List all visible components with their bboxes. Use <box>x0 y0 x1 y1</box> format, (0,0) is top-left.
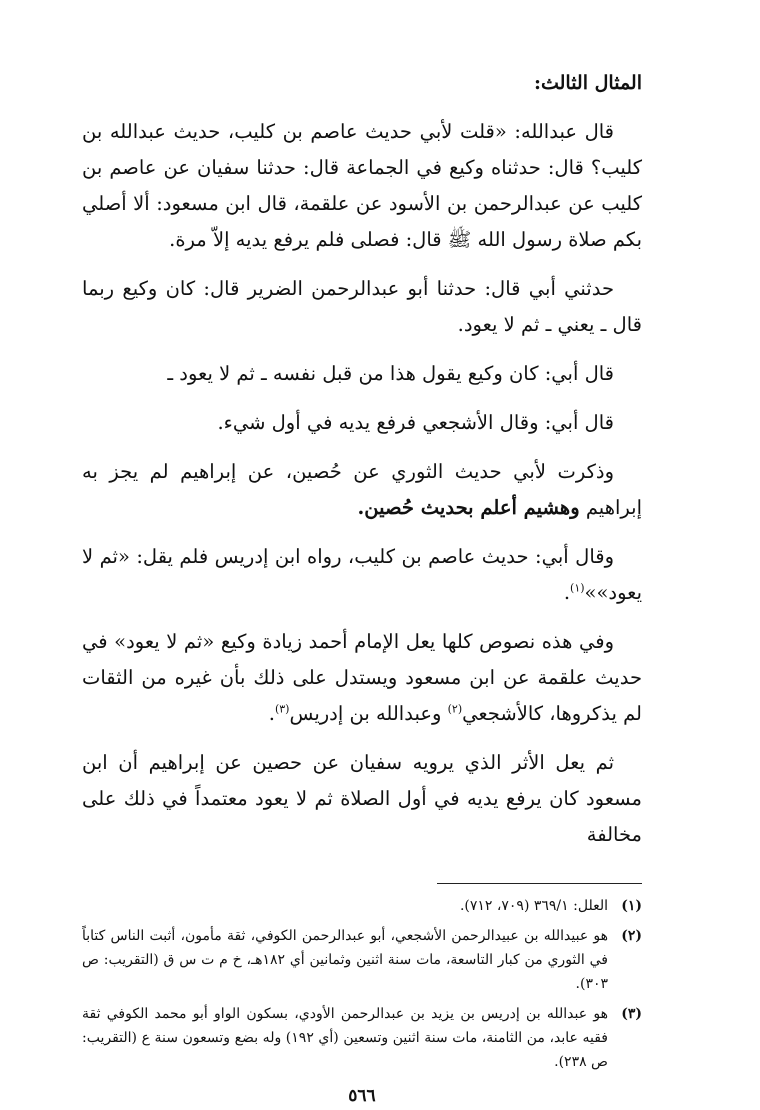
footnote-3 <box>82 1002 642 1074</box>
paragraph-3: قال أبي: كان وكيع يقول هذا من قبل نفسه ـ ثم لا يعود ـ <box>167 362 614 385</box>
paragraph-7-text-a: وفي هذه نصوص كلها يعل الإمام أحمد زيادة وكيع «ثم لا يعود» في حديث علقمة عن ابن مسعود ويستدل على ذلك بأن غيره من الثقات لم يذكروها، كالأشجعي <box>82 630 642 725</box>
paragraph-8: ثم يعل الأثر الذي يرويه سفيان عن حصين عن إبراهيم أن ابن مسعود كان يرفع يديه في أول الصلاة ثم لا يعود معتمداً في ذلك على مخالفة <box>82 751 642 846</box>
footnote-ref-3[interactable]: (٣) <box>274 702 290 716</box>
paragraph-4: قال أبي: وقال الأشجعي فرفع يديه في أول شيء. <box>217 411 614 434</box>
footnote-3-number: (٣) <box>621 1006 642 1022</box>
section-heading: المثال الثالث: <box>533 72 642 94</box>
paragraph-7-text-b: وعبدالله بن إدريس <box>289 702 448 725</box>
paragraph-6-text: وقال أبي: حديث عاصم بن كليب، رواه ابن إدريس فلم يقل: «ثم لا يعود»» <box>82 545 642 604</box>
paragraph-2: حدثني أبي قال: حدثنا أبو عبدالرحمن الضرير قال: كان وكيع ربما قال ـ يعني ـ ثم لا يعود. <box>82 277 642 336</box>
paragraph-6 <box>82 539 642 611</box>
footnote-ref-1[interactable]: (١) <box>570 581 585 595</box>
footnote-2-text: هو عبيدالله بن عبيدالرحمن الأشجعي، أبو عبدالرحمن الكوفي، ثقة مأمون، أثبت الناس كتاباً في الثوري من كبار التاسعة، مات سنة اثنين وثمانين أي ١٨٢هـ، خ م ت س ق (التقريب: ص ٣٠٣). <box>82 928 608 992</box>
footnote-1 <box>82 894 642 918</box>
footnote-ref-2[interactable]: (٢) <box>447 702 463 716</box>
footnote-divider <box>437 883 642 884</box>
paragraph-6-end: . <box>563 581 571 604</box>
footnote-2 <box>82 924 642 996</box>
footnote-1-text: العلل: ٣٦٩/١ (٧٠٩، ٧١٢). <box>459 898 608 914</box>
footnote-3-text: هو عبدالله بن إدريس بن يزيد بن عبدالرحمن الأودي، بسكون الواو أبو محمد الكوفي ثقة فقيه عابد، من الثامنة، مات سنة اثنين وتسعين (أي ١٩٢) وله بضع وتسعون سنة ع (التقريب: ص ٢٣٨). <box>82 1006 608 1070</box>
footnote-1-number: (١) <box>621 898 642 914</box>
paragraph-5-bold: وهشيم أعلم بحديث حُصين. <box>357 496 580 519</box>
paragraph-5 <box>82 454 642 526</box>
paragraph-7 <box>82 624 642 732</box>
paragraph-5-text: وذكرت لأبي حديث الثوري عن حُصين، عن إبراهيم لم يجز به إبراهيم <box>82 460 642 519</box>
paragraph-1: قال عبدالله: «قلت لأبي حديث عاصم بن كليب، حديث عبدالله بن كليب؟ قال: حدثناه وكيع في الجماعة قال: حدثنا سفيان عن عاصم بن كليب عن عبدالرحمن بن الأسود عن علقمة، قال ابن مسعود: ألا أصلي بكم صلاة رسول الله ﷺ قال: فصلى فلم يرفع يديه إلاّ مرة. <box>82 120 642 251</box>
document-page <box>82 72 642 1106</box>
page-number: ٥٦٦ <box>348 1086 376 1106</box>
footnote-2-number: (٢) <box>621 928 642 944</box>
paragraph-7-end: . <box>268 702 275 725</box>
